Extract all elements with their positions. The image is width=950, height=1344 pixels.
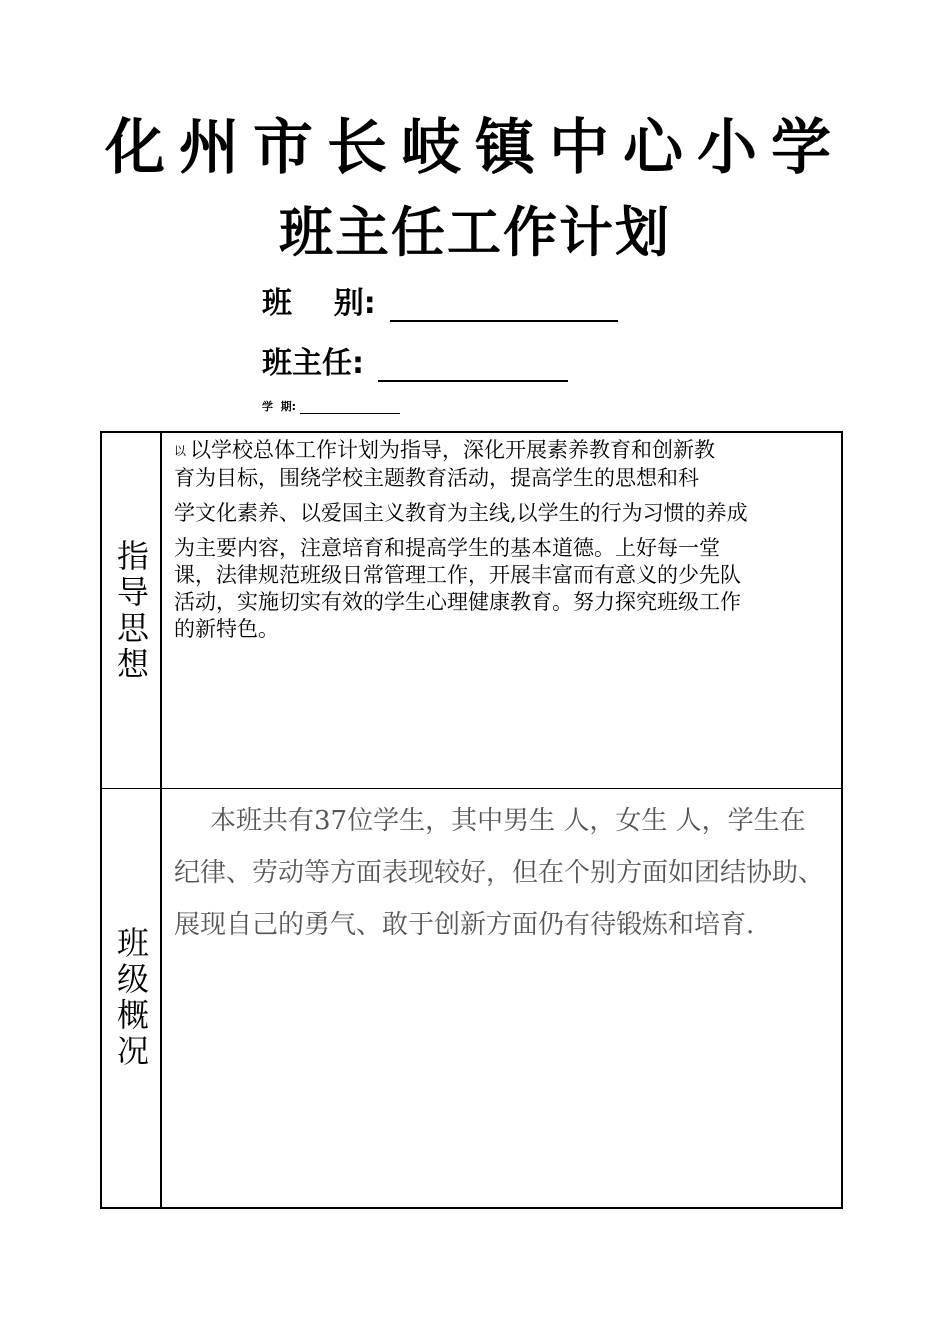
- class-label: 班 别:: [262, 286, 376, 321]
- guiding-line-6: 活动，实施切实有效的学生心理健康教育。努力探究班级工作: [174, 590, 741, 614]
- guiding-line-3: 学文化素养、以爱国主义教育为主线,以学生的行为习惯的养成: [174, 501, 748, 525]
- teacher-field: [262, 338, 568, 382]
- teacher-blank-line[interactable]: [378, 350, 568, 382]
- guiding-line-7: 的新特色。: [174, 617, 279, 641]
- overview-label-cell: [102, 789, 162, 1207]
- overview-content: [174, 789, 829, 1207]
- term-label: 学 期:: [262, 400, 297, 413]
- guiding-line-5: 课，法律规范班级日常管理工作，开展丰富而有意义的少先队: [174, 563, 741, 587]
- guiding-line-4: 为主要内容，注意培育和提高学生的基本道德。上好每一堂: [174, 536, 720, 560]
- plan-table: [100, 431, 843, 1209]
- guiding-line-1: 以 以学校总体工作计划为指导，深化开展素养教育和创新教: [174, 438, 716, 462]
- class-blank-line[interactable]: [390, 290, 618, 322]
- guiding-line-2: 育为目标，围绕学校主题教育活动，提高学生的思想和科: [174, 466, 699, 490]
- overview-text: 本班共有37位学生，其中男生 人，女生 人，学生在纪律、劳动等方面表现较好，但在个别方面如团结协助、展现自己的勇气、敢于创新方面仍有待锻炼和培育.: [174, 806, 825, 940]
- term-blank-line[interactable]: [300, 403, 400, 414]
- class-field: [262, 278, 618, 322]
- guiding-content: [174, 433, 829, 788]
- plan-title: 班主任工作计划: [279, 201, 671, 264]
- guiding-label: 指导思想: [112, 538, 150, 683]
- guiding-text: [174, 433, 829, 643]
- school-name: 化州市长岐镇中心小学: [105, 113, 845, 183]
- guiding-prefix: 以: [174, 444, 187, 458]
- teacher-label: 班主任:: [262, 346, 364, 381]
- term-field: [262, 398, 400, 414]
- guiding-row: [102, 433, 841, 789]
- overview-label: 班级概况: [112, 926, 150, 1070]
- overview-row: [102, 789, 841, 1207]
- guiding-label-cell: [102, 433, 162, 788]
